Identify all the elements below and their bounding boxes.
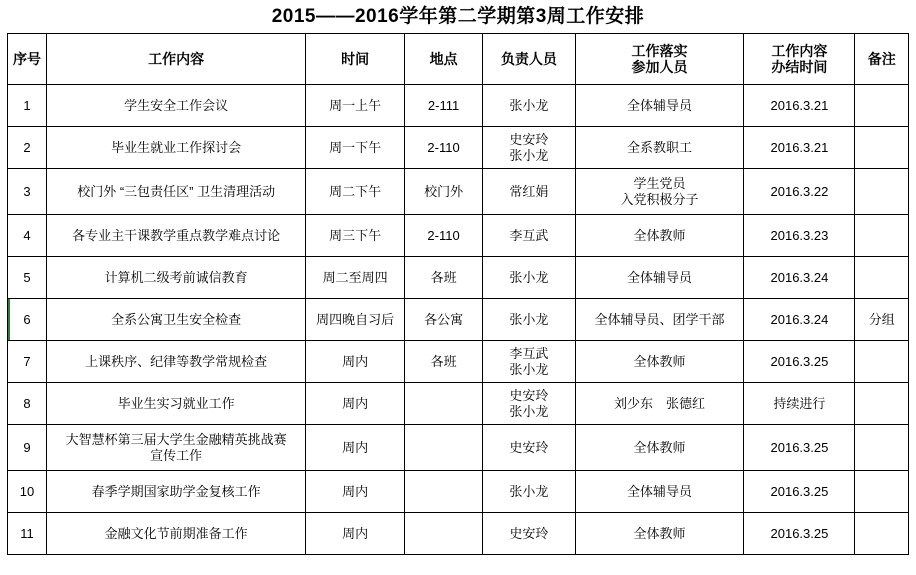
cell-task: 毕业生实习就业工作 [47, 383, 306, 425]
cell-seq: 1 [8, 85, 47, 127]
table-row [8, 471, 909, 513]
table-row [8, 215, 909, 257]
cell-participants: 全体教师 [575, 425, 744, 471]
cell-participants-line: 学生党员 [633, 175, 686, 191]
cell-task: 春季学期国家助学金复核工作 [47, 471, 306, 513]
cell-note [855, 127, 909, 169]
cell-task: 学生安全工作会议 [47, 85, 306, 127]
header-participants-line2: 参加人员 [631, 59, 688, 75]
cell-task [47, 425, 306, 471]
cell-time: 周内 [306, 425, 405, 471]
cell-time: 周二下午 [306, 169, 405, 215]
cell-place [405, 425, 483, 471]
header-owner: 负责人员 [483, 34, 576, 85]
cell-owner-line: 张小龙 [509, 403, 549, 419]
cell-seq: 3 [8, 169, 47, 215]
cell-note [855, 341, 909, 383]
table-header [8, 34, 909, 85]
cell-place: 各公寓 [405, 299, 483, 341]
cell-participants: 全体辅导员、团学干部 [575, 299, 744, 341]
cell-seq: 10 [8, 471, 47, 513]
cell-participants: 全系教职工 [575, 127, 744, 169]
cell-seq: 9 [8, 425, 47, 471]
table-row [8, 169, 909, 215]
cell-finish: 2016.3.25 [744, 341, 855, 383]
cell-seq: 8 [8, 383, 47, 425]
cell-participants: 刘少东 张德红 [575, 383, 744, 425]
header-seq: 序号 [8, 34, 47, 85]
cell-place: 2-110 [405, 215, 483, 257]
cell-time: 周二至周四 [306, 257, 405, 299]
cell-task: 上课秩序、纪律等教学常规检查 [47, 341, 306, 383]
table-row [8, 383, 909, 425]
work-schedule-table [7, 33, 909, 555]
table-row [8, 513, 909, 555]
cell-finish: 2016.3.24 [744, 299, 855, 341]
cell-time: 周一下午 [306, 127, 405, 169]
cell-place: 各班 [405, 257, 483, 299]
cell-seq: 7 [8, 341, 47, 383]
cell-time: 周内 [306, 471, 405, 513]
cell-finish: 2016.3.23 [744, 215, 855, 257]
cell-participants: 全体辅导员 [575, 85, 744, 127]
cell-finish: 2016.3.25 [744, 425, 855, 471]
table-row [8, 85, 909, 127]
cell-time: 周一上午 [306, 85, 405, 127]
cell-participants: 全体教师 [575, 341, 744, 383]
table-header-row [8, 34, 909, 85]
cell-owner [483, 341, 576, 383]
cell-seq: 2 [8, 127, 47, 169]
cell-place [405, 383, 483, 425]
cell-note [855, 169, 909, 215]
cell-time: 周四晚自习后 [306, 299, 405, 341]
cell-task: 各专业主干课教学重点教学难点讨论 [47, 215, 306, 257]
cell-note: 分组 [855, 299, 909, 341]
page-title: 2015——2016学年第二学期第3周工作安排 [271, 6, 645, 27]
cell-note [855, 513, 909, 555]
cell-owner-line: 李互武 [509, 345, 549, 361]
cell-finish: 2016.3.25 [744, 471, 855, 513]
cell-place [405, 471, 483, 513]
cell-participants [575, 169, 744, 215]
cell-owner: 常红娟 [483, 169, 576, 215]
cell-time: 周三下午 [306, 215, 405, 257]
cell-finish: 2016.3.21 [744, 127, 855, 169]
cell-task: 金融文化节前期准备工作 [47, 513, 306, 555]
cell-seq: 5 [8, 257, 47, 299]
cell-finish: 2016.3.22 [744, 169, 855, 215]
table-row [8, 127, 909, 169]
table-row [8, 425, 909, 471]
cell-owner: 张小龙 [483, 299, 576, 341]
cell-note [855, 425, 909, 471]
header-finish-time [744, 34, 855, 85]
cell-task: 校门外 “三包责任区” 卫生清理活动 [47, 169, 306, 215]
table-row [8, 257, 909, 299]
cell-time: 周内 [306, 383, 405, 425]
cell-seq: 11 [8, 513, 47, 555]
table-body [8, 85, 909, 555]
cell-participants: 全体教师 [575, 513, 744, 555]
header-task: 工作内容 [47, 34, 306, 85]
cell-owner: 张小龙 [483, 257, 576, 299]
header-time: 时间 [306, 34, 405, 85]
header-finish-line1: 工作内容 [771, 43, 828, 59]
cell-participants: 全体辅导员 [575, 257, 744, 299]
cell-owner: 史安玲 [483, 425, 576, 471]
cell-time: 周内 [306, 513, 405, 555]
cell-finish: 2016.3.21 [744, 85, 855, 127]
cell-note [855, 85, 909, 127]
cell-participants: 全体辅导员 [575, 471, 744, 513]
header-finish-line2: 办结时间 [771, 59, 828, 75]
header-participants [575, 34, 744, 85]
table-row [8, 341, 909, 383]
cell-note [855, 383, 909, 425]
cell-place [405, 513, 483, 555]
header-place: 地点 [405, 34, 483, 85]
cell-place: 2-110 [405, 127, 483, 169]
cell-place: 2-111 [405, 85, 483, 127]
cell-finish: 2016.3.24 [744, 257, 855, 299]
cell-task: 毕业生就业工作探讨会 [47, 127, 306, 169]
cell-owner-line: 史安玲 [509, 387, 549, 403]
cell-note [855, 257, 909, 299]
cell-owner: 张小龙 [483, 85, 576, 127]
header-participants-line1: 工作落实 [631, 43, 688, 59]
cell-owner [483, 127, 576, 169]
cell-note [855, 215, 909, 257]
cell-participants: 全体教师 [575, 215, 744, 257]
cell-owner-line: 史安玲 [509, 131, 549, 147]
cell-seq: 4 [8, 215, 47, 257]
cell-place: 校门外 [405, 169, 483, 215]
table-row [8, 299, 909, 341]
cell-place: 各班 [405, 341, 483, 383]
cell-task-line: 宣传工作 [150, 447, 203, 463]
cell-owner: 史安玲 [483, 513, 576, 555]
cell-seq: 6 [8, 299, 47, 341]
cell-task-line: 大智慧杯第三届大学生金融精英挑战赛 [65, 431, 287, 447]
cell-owner: 李互武 [483, 215, 576, 257]
cell-finish: 2016.3.25 [744, 513, 855, 555]
cell-finish: 持续进行 [744, 383, 855, 425]
cell-time: 周内 [306, 341, 405, 383]
cell-owner-line: 张小龙 [509, 361, 549, 377]
header-note: 备注 [855, 34, 909, 85]
cell-owner: 张小龙 [483, 471, 576, 513]
cell-task: 全系公寓卫生安全检查 [47, 299, 306, 341]
cell-task: 计算机二级考前诚信教育 [47, 257, 306, 299]
cell-owner-line: 张小龙 [509, 147, 549, 163]
cell-owner [483, 383, 576, 425]
cell-participants-line: 入党积极分子 [620, 191, 699, 207]
cell-note [855, 471, 909, 513]
